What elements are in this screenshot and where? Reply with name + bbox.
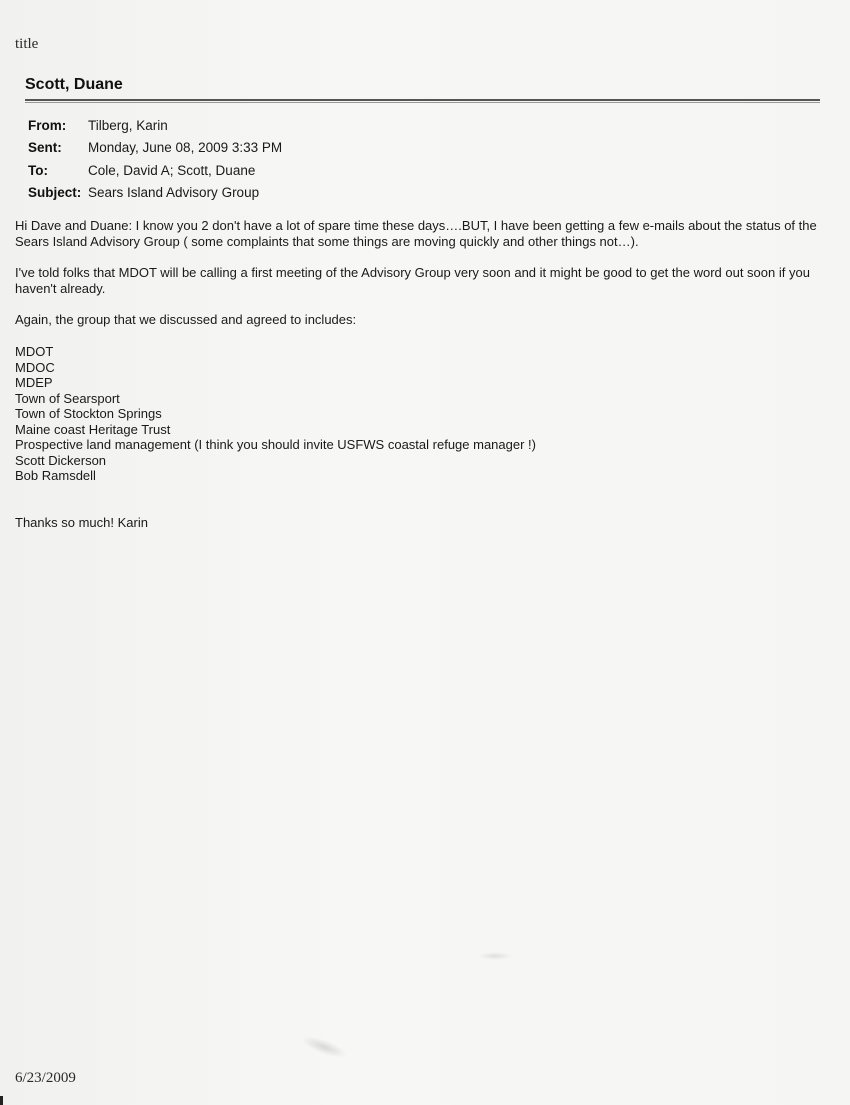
sent-label: Sent: xyxy=(28,140,62,156)
header-row-from xyxy=(28,114,282,137)
email-paragraph-1: Hi Dave and Duane: I know you 2 don't have a lot of spare time these days….BUT, I have been getting a few e-mails about the status of the Sears Island Advisory Group ( some complaints that some things are moving quickly and other things not…). xyxy=(15,218,817,249)
mailbox-owner-name: Scott, Duane xyxy=(25,76,123,93)
list-item: Maine coast Heritage Trust xyxy=(15,421,171,437)
header-row-to xyxy=(28,159,282,182)
subject-value: Sears Island Advisory Group xyxy=(88,185,260,201)
header-row-sent xyxy=(28,137,282,160)
list-item: MDOC xyxy=(15,359,55,375)
email-header-table xyxy=(28,114,282,204)
scan-smudge xyxy=(478,952,512,960)
list-item: Town of Searsport xyxy=(15,390,120,406)
scan-edge-mark xyxy=(0,1096,3,1105)
list-item: Prospective land management (I think you should invite USFWS coastal refuge manager !) xyxy=(15,437,536,452)
list-item: Scott Dickerson xyxy=(15,452,107,468)
email-paragraph-2: I've told folks that MDOT will be calling a first meeting of the Advisory Group very soon and it might be good to get the word out soon if you haven't already. xyxy=(15,265,810,296)
sent-value: Monday, June 08, 2009 3:33 PM xyxy=(88,140,283,156)
to-value: Cole, David A; Scott, Duane xyxy=(88,162,256,178)
header-divider-thin xyxy=(25,102,820,103)
from-value: Tilberg, Karin xyxy=(88,117,168,133)
subject-label: Subject: xyxy=(28,185,82,201)
list-item: MDOT xyxy=(15,344,54,359)
advisory-group-list xyxy=(15,344,536,484)
email-signoff: Thanks so much! Karin xyxy=(15,515,148,530)
print-title: title xyxy=(15,36,39,52)
email-paragraph-3: Again, the group that we discussed and agreed to includes: xyxy=(15,312,357,327)
header-row-subject xyxy=(28,182,282,205)
list-item: MDEP xyxy=(15,375,53,390)
header-divider xyxy=(25,99,820,101)
from-label: From: xyxy=(28,117,67,133)
list-item: Bob Ramsdell xyxy=(15,468,96,483)
scan-smudge xyxy=(299,1032,349,1062)
list-item: Town of Stockton Springs xyxy=(15,406,162,421)
to-label: To: xyxy=(28,162,48,178)
print-date: 6/23/2009 xyxy=(15,1070,76,1086)
